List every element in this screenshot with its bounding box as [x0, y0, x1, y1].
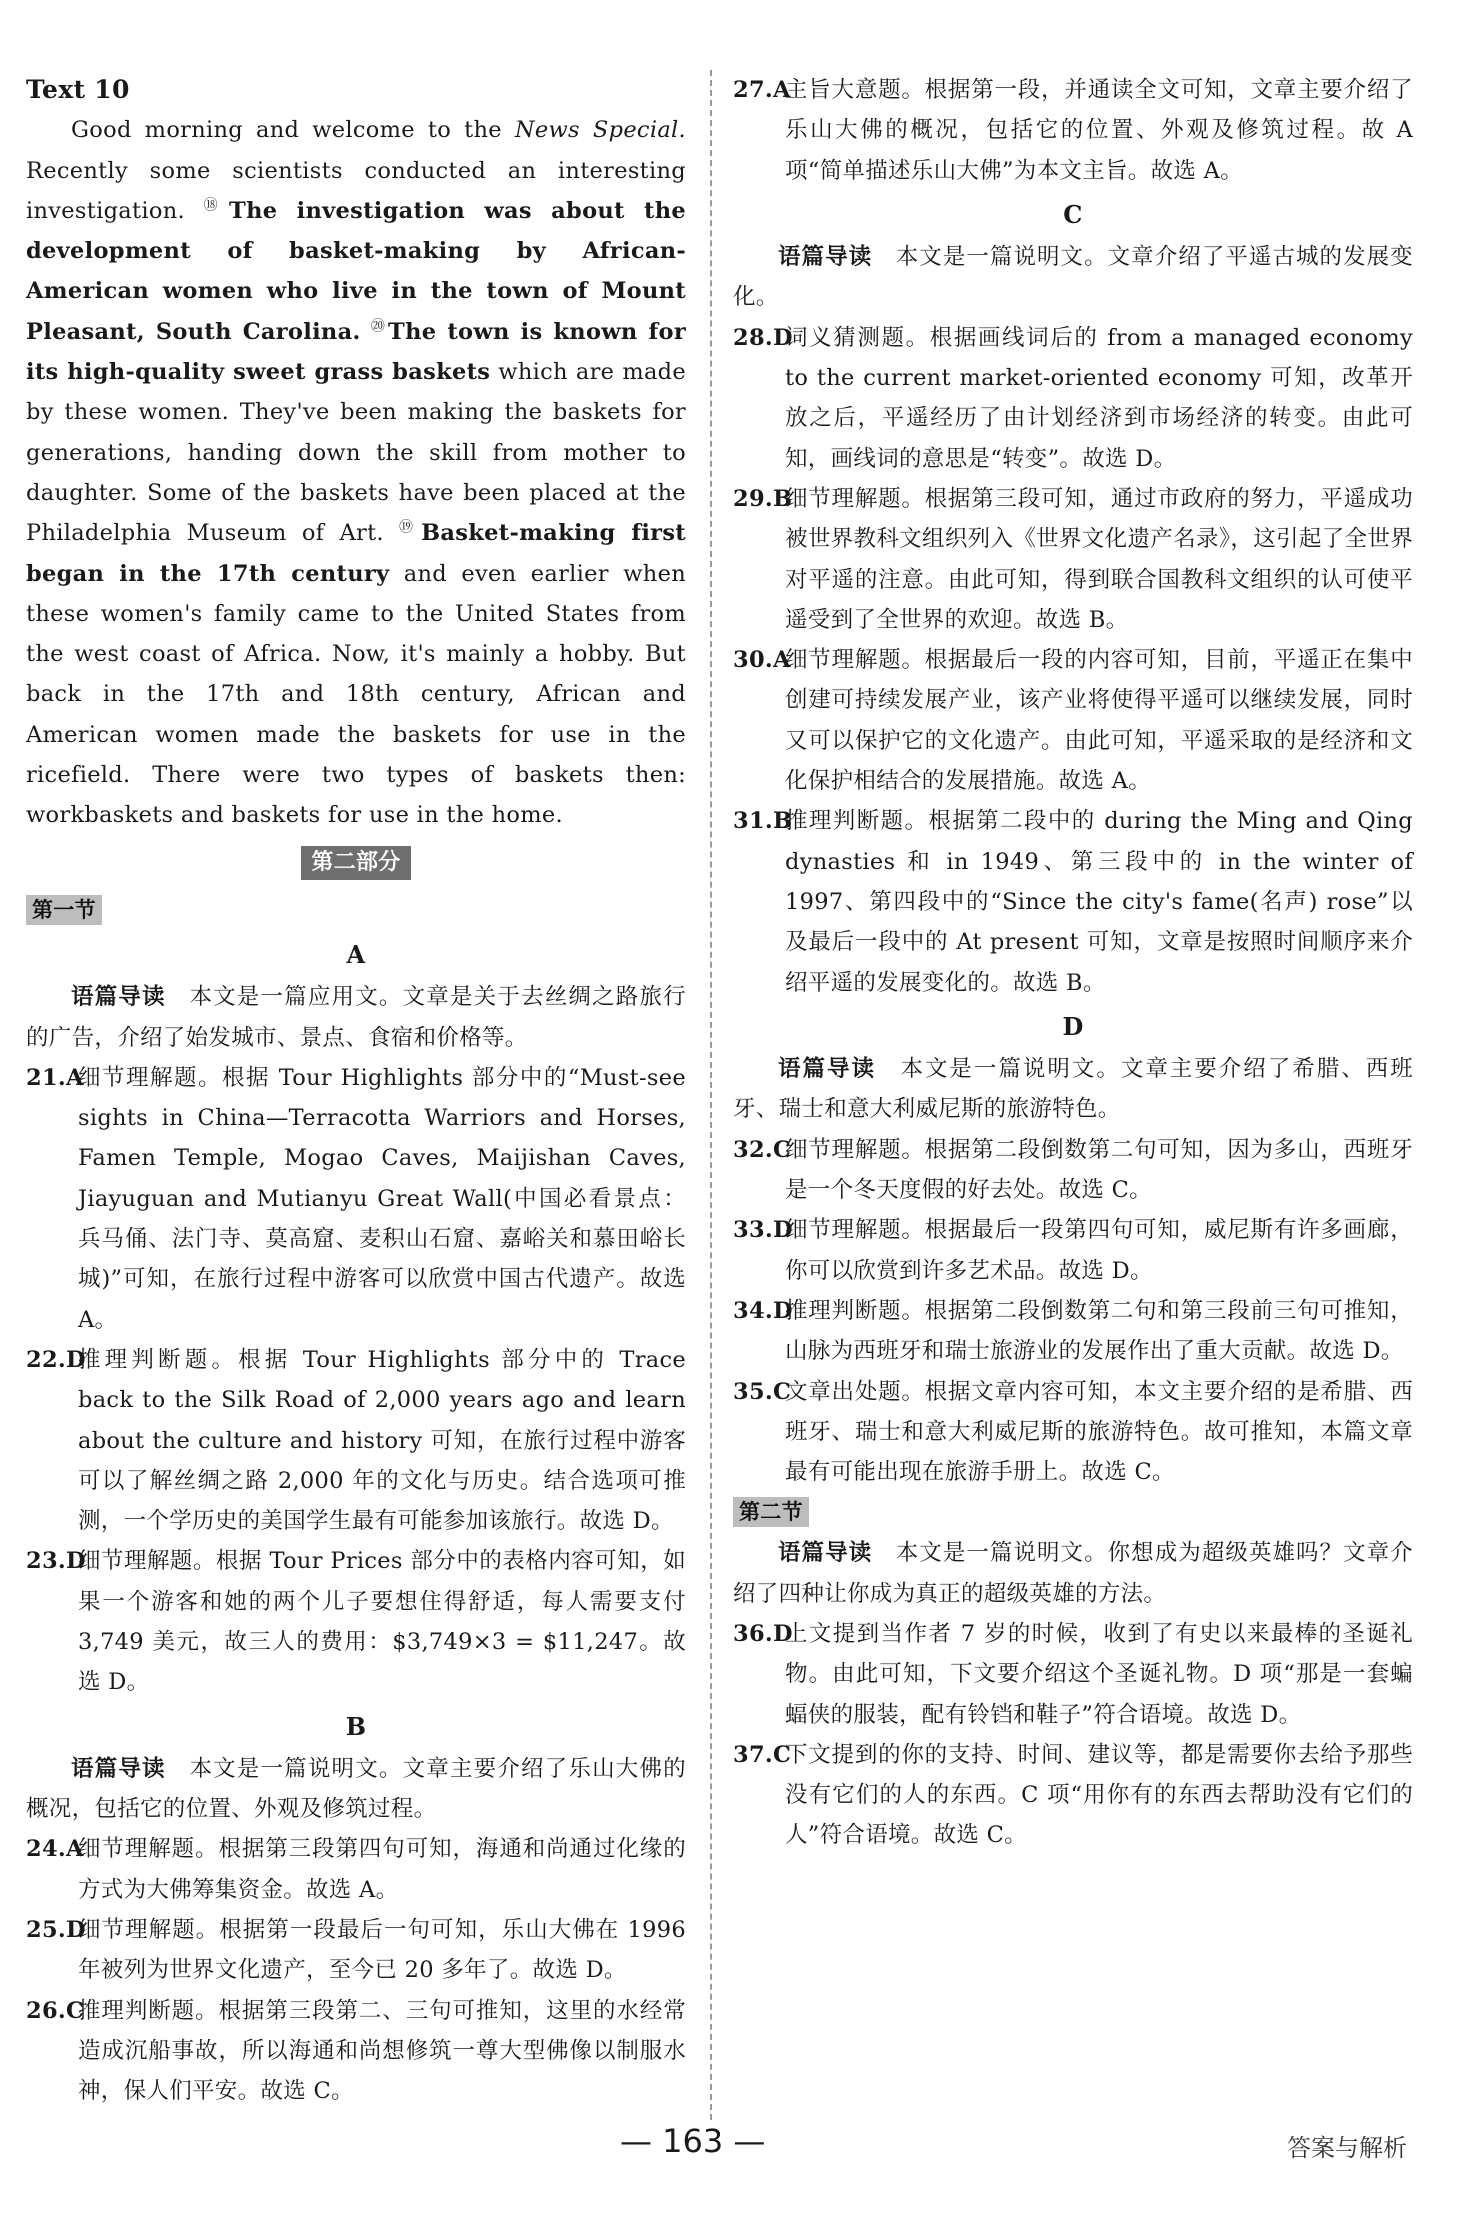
text10-s1-end: . Recently some scientists conducted an interesting investigation.: [26, 117, 686, 224]
answer-text: 细节理解题。根据最后一段的内容可知，目前，平遥正在集中创建可持续发展产业，该产业将使得平遥可以继续发展，同时又可以保护它的文化遗产。由此可知，平遥采取的是经济和文化保护相结合的发展措施。故选 A。: [785, 647, 1413, 795]
page-number: — 163 —: [620, 2122, 766, 2160]
guide-text: 本文是一篇说明文。你想成为超级英雄吗？文章介绍了四种让你成为真正的超级英雄的方法。: [733, 1540, 1413, 1607]
answer-number: 26.C: [26, 1997, 85, 2024]
column-divider: [710, 70, 712, 2120]
answer-item: [733, 1210, 1413, 1291]
marker-18: ⑱: [203, 197, 230, 214]
section1-heading: [26, 890, 686, 931]
answer-item: [26, 1058, 686, 1340]
answer-text: 推理判断题。根据 Tour Highlights 部分中的 Trace back to the Silk Road of 2,000 years ago and learn about the culture and history 可知，在旅行过程中游客可以了解丝绸之路 2,000 年的文化与历史。结合选项可推测，一个学历史的美国学生最有可能参加该旅行。故选 D。: [78, 1346, 686, 1535]
answer-text: 细节理解题。根据第三段可知，通过市政府的努力，平遥成功被世界教科文组织列入《世界文化遗产名录》，这引起了全世界对平遥的注意。由此可知，得到联合国教科文组织的认可使平遥受到了全世界的欢迎。故选 B。: [785, 485, 1413, 633]
answer-text: 文章出处题。根据文章内容可知，本文主要介绍的是希腊、西班牙、瑞士和意大利威尼斯的旅游特色。故可推知，本篇文章最有可能出现在旅游手册上。故选 C。: [785, 1378, 1413, 1486]
guide-text: 本文是一篇说明文。文章主要介绍了希腊、西班牙、瑞士和意大利威尼斯的旅游特色。: [733, 1056, 1413, 1123]
section2-guide: [733, 1533, 1413, 1614]
answer-number: 24.A: [26, 1836, 84, 1863]
guide-text: 本文是一篇说明文。文章主要介绍了乐山大佛的概况，包括它的位置、外观及修筑过程。: [26, 1755, 686, 1823]
answer-item: [26, 1340, 686, 1541]
answer-number: 28.D: [733, 324, 793, 351]
section1-label: 第一节: [26, 895, 102, 925]
answer-number: 25.D: [26, 1917, 86, 1944]
text10-title: Text 10: [26, 75, 130, 104]
text10-s1: Good morning and welcome to the: [71, 117, 515, 144]
text10-s1-italic: News Special: [514, 117, 679, 144]
passage-a-guide: [26, 977, 686, 1058]
answer-item: [733, 801, 1413, 1002]
passage-c-letter: C: [1063, 199, 1083, 229]
answer-number: 35.C: [733, 1378, 792, 1405]
right-column: [733, 70, 1413, 1856]
text10-paragraph: [26, 110, 686, 835]
answer-item: [26, 1541, 686, 1702]
answer-text: 推理判断题。根据第二段中的 during the Ming and Qing dynasties 和 in 1949、第三段中的 in the winter of 1997、第四段中的“Since the city's fame(名声) rose”以及最后一段中的 At present 可知，文章是按照时间顺序来介绍平遥的发展变化的。故选 B。: [785, 808, 1413, 996]
section2-label: 第二节: [733, 1497, 809, 1527]
answer-number: 31.B: [733, 808, 793, 835]
answer-item: [733, 318, 1413, 479]
answer-number: 32.C: [733, 1136, 792, 1163]
answer-item: [26, 1829, 686, 1910]
text10-bold-19: Basket-making first began in the 17th century: [26, 520, 686, 587]
answer-item: [733, 1130, 1413, 1211]
answer-item: [733, 1614, 1413, 1735]
answer-text: 细节理解题。根据第一段最后一句可知，乐山大佛在 1996 年被列为世界文化遗产，至今已 20 多年了。故选 D。: [78, 1917, 686, 1984]
passage-a-letter: A: [346, 939, 366, 969]
text10-bold-18: The investigation was about the development of basket-making by African-American women who live in the town of Mount Pleasant, South Carolina.: [26, 197, 686, 345]
text10-s2: which are made by these women. They've been making the baskets for generations, handing down the skill from mother to daughter. Some of the baskets have been placed at the Philadelphia Museum of Art.: [26, 359, 686, 547]
answer-item: [733, 70, 1413, 191]
passage-b-guide: [26, 1749, 686, 1830]
answer-text: 细节理解题。根据最后一段第四句可知，威尼斯有许多画廊，你可以欣赏到许多艺术品。故选 D。: [785, 1217, 1413, 1284]
guide-label: 语篇导读: [778, 1056, 876, 1083]
text10-s3: and even earlier when these women's family came to the United States from the west coast of Africa. Now, it's mainly a hobby. But back in the 17th and 18th century, African and American women made the baskets for use in the ricefield. There were two types of baskets then: workbaskets and baskets for use in the home.: [26, 560, 686, 829]
left-column: [26, 70, 686, 2112]
guide-label: 语篇导读: [71, 1755, 166, 1782]
answer-text: 细节理解题。根据 Tour Highlights 部分中的“Must-see sights in China—Terracotta Warriors and Horses, Famen Temple, Mogao Caves, Maijishan Caves, Jiayuguan and Mutianyu Great Wall(中国必看景点：兵马俑、法门寺、莫高窟、麦积山石窟、嘉峪关和慕田峪长城)”可知，在旅行过程中游客可以欣赏中国古代遗产。故选 A。: [78, 1064, 686, 1333]
marker-19: ⑲: [399, 519, 422, 536]
footer-label: 答案与解析: [1287, 2134, 1407, 2162]
answer-text: 上文提到当作者 7 岁的时候，收到了有史以来最棒的圣诞礼物。由此可知，下文要介绍这个圣诞礼物。D 项“那是一套蝙蝠侠的服装，配有铃铛和鞋子”符合语境。故选 D。: [785, 1620, 1413, 1728]
answer-number: 36.D: [733, 1620, 793, 1647]
answer-text: 推理判断题。根据第三段第二、三句可推知，这里的水经常造成沉船事故，所以海通和尚想修筑一尊大型佛像以制服水神，保人们平安。故选 C。: [78, 1997, 686, 2105]
passage-c-guide: [733, 237, 1413, 318]
answer-text: 细节理解题。根据第二段倒数第二句可知，因为多山，西班牙是一个冬天度假的好去处。故选 C。: [785, 1136, 1413, 1204]
passage-d-letter: D: [1062, 1011, 1084, 1041]
answer-number: 23.D: [26, 1548, 86, 1575]
answer-number: 27.A: [733, 77, 791, 103]
text10-bold-20: The town is known for its high-quality sweet grass baskets: [26, 318, 686, 386]
passage-b-letter: B: [345, 1711, 367, 1741]
part2-label: 第二部分: [301, 846, 410, 880]
guide-label: 语篇导读: [71, 984, 166, 1011]
guide-text: 本文是一篇说明文。文章介绍了平遥古城的发展变化。: [733, 244, 1413, 311]
answer-text: 下文提到的你的支持、时间、建议等，都是需要你去给予那些没有它们的人的东西。C 项“用你有的东西去帮助没有它们的人”符合语境。故选 C。: [785, 1741, 1413, 1849]
answer-item: [26, 1991, 686, 2112]
guide-text: 本文是一篇应用文。文章是关于去丝绸之路旅行的广告，介绍了始发城市、景点、食宿和价格等。: [26, 984, 686, 1051]
answer-item: [733, 640, 1413, 801]
answer-item: [733, 1291, 1413, 1372]
answer-item: [733, 1735, 1413, 1856]
answer-item: [733, 1372, 1413, 1493]
answer-item: [26, 1910, 686, 1991]
answer-item: [733, 479, 1413, 640]
answer-number: 22.D: [26, 1346, 86, 1373]
answer-text: 细节理解题。根据第三段第四句可知，海通和尚通过化缘的方式为大佛筹集资金。故选 A。: [78, 1836, 686, 1903]
guide-label: 语篇导读: [778, 1540, 873, 1567]
guide-label: 语篇导读: [778, 244, 873, 271]
marker-20: ⑳: [370, 318, 389, 335]
answer-text: 细节理解题。根据 Tour Prices 部分中的表格内容可知，如果一个游客和她的两个儿子要想住得舒适，每人需要支付 3,749 美元，故三人的费用：$3,749×3 = $11,247。故选 D。: [78, 1548, 686, 1696]
answer-number: 29.B: [733, 485, 793, 512]
answer-number: 33.D: [733, 1217, 793, 1244]
answer-text: 词义猜测题。根据画线词后的 from a managed economy to the current market-oriented economy 可知，改革开放之后，平遥经历了由计划经济到市场经济的转变。由此可知，画线词的意思是“转变”。故选 D。: [785, 324, 1413, 472]
answer-number: 37.C: [733, 1741, 792, 1768]
page-footer: [0, 2122, 1467, 2182]
answer-number: 21.A: [26, 1064, 84, 1091]
answer-text: 主旨大意题。根据第一段，并通读全文可知，文章主要介绍了乐山大佛的概况，包括它的位置、外观及修筑过程。故 A 项“简单描述乐山大佛”为本文主旨。故选 A。: [785, 77, 1413, 184]
answer-number: 30.A: [733, 647, 791, 674]
part-heading: [26, 842, 686, 882]
passage-d-guide: [733, 1049, 1413, 1130]
section2-heading: [733, 1492, 1413, 1533]
answer-text: 推理判断题。根据第二段倒数第二句和第三段前三句可推知，山脉为西班牙和瑞士旅游业的发展作出了重大贡献。故选 D。: [785, 1297, 1413, 1365]
answer-number: 34.D: [733, 1297, 793, 1324]
